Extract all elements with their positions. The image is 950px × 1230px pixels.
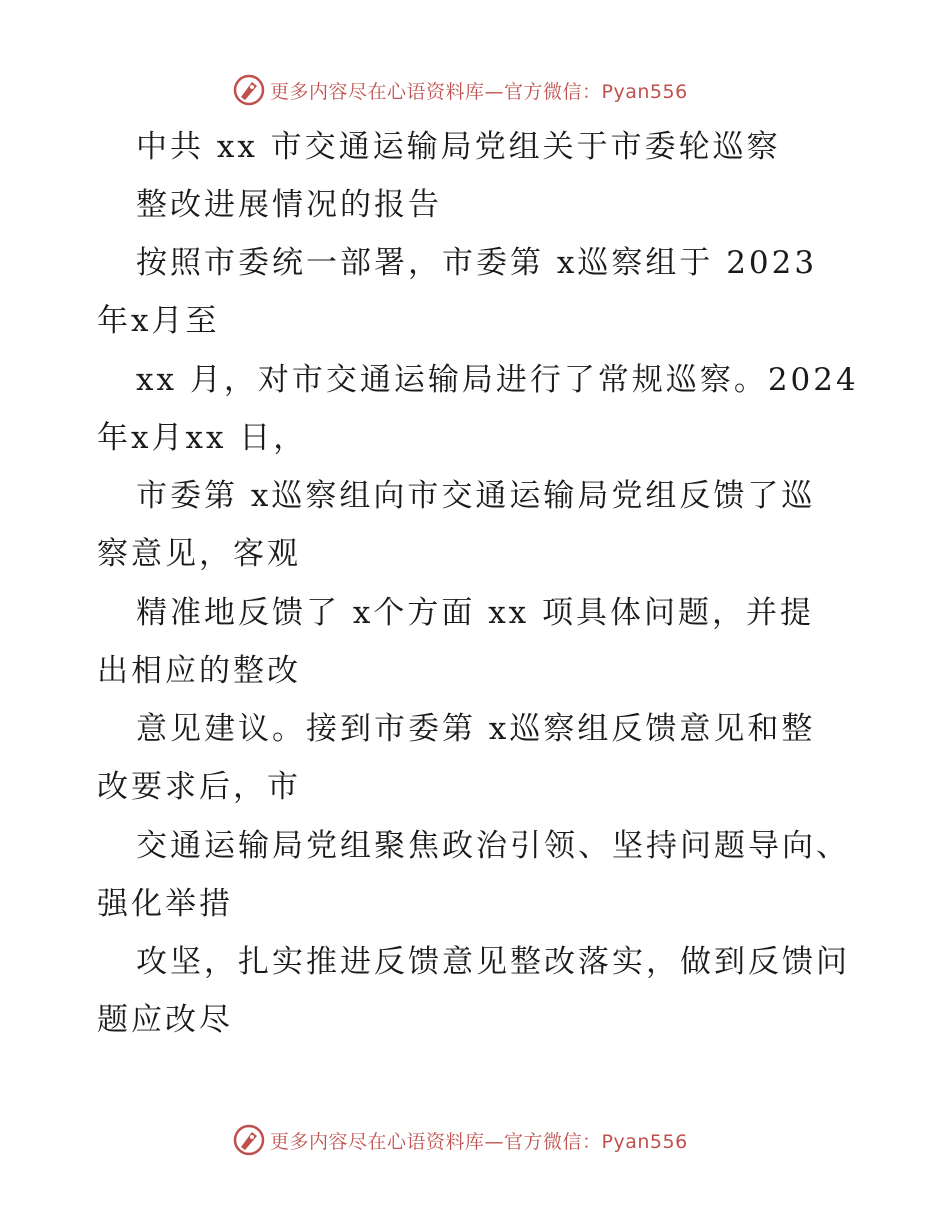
paragraph-line: 攻坚，扎实推进反馈意见整改落实，做到反馈问 — [136, 944, 850, 980]
header-watermark-text: 更多内容尽在心语资料库—官方微信：Pyan556 — [270, 80, 688, 103]
footer-watermark-text: 更多内容尽在心语资料库—官方微信：Pyan556 — [270, 1130, 688, 1153]
pen-nib-circle-logo-icon — [232, 1123, 266, 1157]
paragraph-line: 市委第 x巡察组向市交通运输局党组反馈了巡 — [136, 478, 816, 514]
paragraph-line: 题应改尽 — [97, 1002, 233, 1038]
paragraph-line: xx 月，对市交通运输局进行了常规巡察。2024 — [136, 362, 859, 398]
paragraph-line: 年x月至 — [97, 303, 220, 339]
paragraph-line: 交通运输局党组聚焦政治引领、坚持问题导向、 — [136, 828, 850, 864]
footer-watermark-banner — [232, 1122, 688, 1158]
paragraph-line: 察意见，客观 — [97, 536, 301, 572]
paragraph-line: 按照市委统一部署，市委第 x巡察组于 2023 — [136, 245, 818, 281]
paragraph-line: 精准地反馈了 x个方面 xx 项具体问题，并提 — [136, 595, 815, 631]
paragraph-line: 意见建议。接到市委第 x巡察组反馈意见和整 — [136, 711, 816, 747]
pen-nib-circle-logo-icon — [232, 73, 266, 107]
document-title-line-2: 整改进展情况的报告 — [136, 187, 442, 223]
paragraph-line: 强化举措 — [97, 886, 233, 922]
header-watermark-banner — [232, 72, 688, 108]
paragraph-line: 改要求后，市 — [97, 769, 301, 805]
paragraph-line: 出相应的整改 — [97, 653, 301, 689]
paragraph-line: 年x月xx 日， — [97, 420, 308, 456]
document-title-line-1: 中共 xx 市交通运输局党组关于市委轮巡察 — [136, 129, 781, 165]
